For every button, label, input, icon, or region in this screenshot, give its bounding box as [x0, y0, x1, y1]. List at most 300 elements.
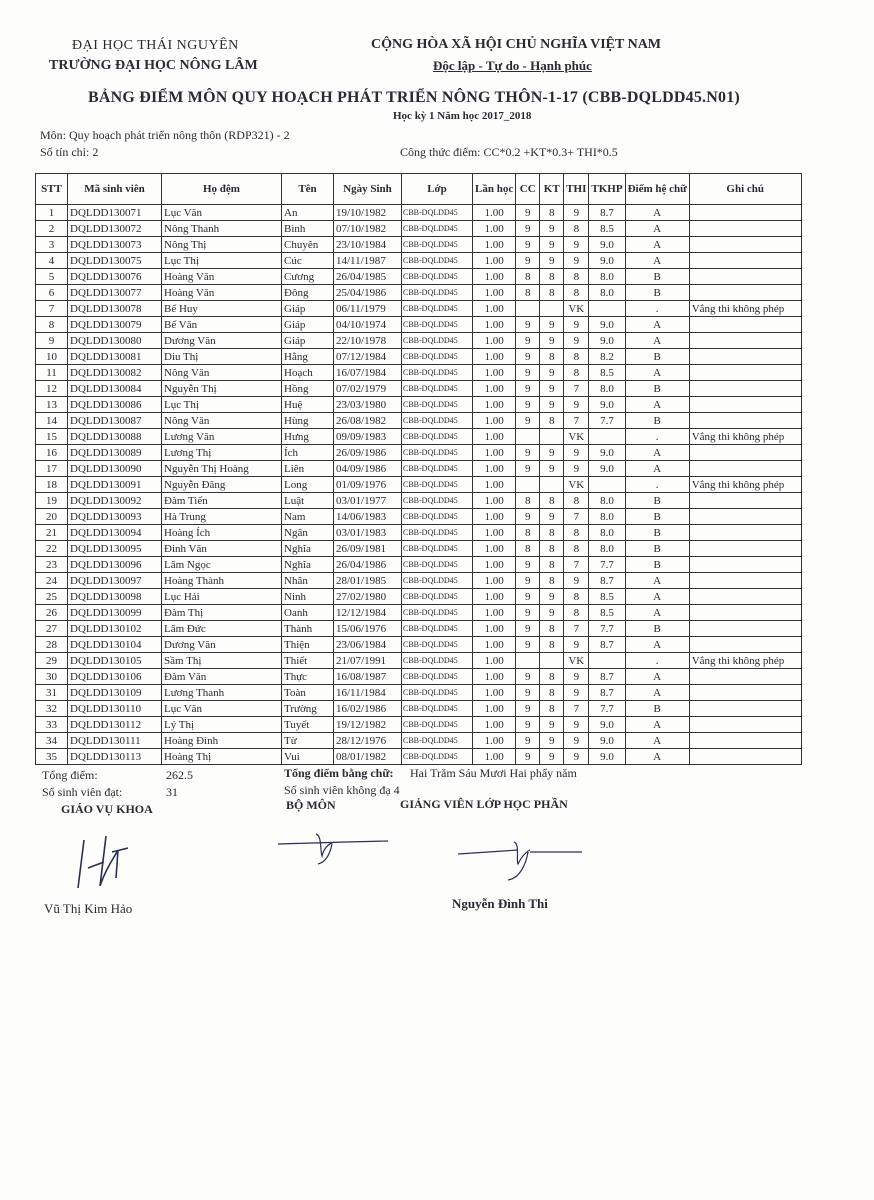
cell-student-id: DQLDD130099	[68, 605, 162, 621]
cell-thi: 7	[564, 381, 589, 397]
cell-letter-grade: A	[625, 397, 689, 413]
cell-middle-name: Nông Văn	[162, 365, 282, 381]
cell-kt: 9	[540, 317, 564, 333]
cell-class: CBB-DQLDD45	[402, 637, 473, 653]
cell-stt: 12	[36, 381, 68, 397]
cell-thi: 7	[564, 413, 589, 429]
cell-cc: 9	[516, 749, 540, 765]
cell-cc: 9	[516, 461, 540, 477]
column-header-birth-date: Ngày Sinh	[334, 174, 402, 205]
cell-stt: 11	[36, 365, 68, 381]
cell-note	[689, 461, 801, 477]
cell-first-name: Bình	[282, 221, 334, 237]
cell-stt: 28	[36, 637, 68, 653]
cell-attempt: 1.00	[473, 477, 516, 493]
cell-first-name: Ngân	[282, 525, 334, 541]
cell-student-id: DQLDD130096	[68, 557, 162, 573]
cell-cc	[516, 429, 540, 445]
cell-stt: 22	[36, 541, 68, 557]
cell-kt: 8	[540, 205, 564, 221]
cell-kt: 9	[540, 605, 564, 621]
cell-thi: 9	[564, 749, 589, 765]
cell-attempt: 1.00	[473, 669, 516, 685]
cell-thi: VK	[564, 429, 589, 445]
dept-signature-title: GIÁO VỤ KHOA	[61, 802, 153, 816]
cell-thi: VK	[564, 301, 589, 317]
cell-stt: 7	[36, 301, 68, 317]
cell-stt: 1	[36, 205, 68, 221]
cell-cc	[516, 477, 540, 493]
cell-middle-name: Sầm Thị	[162, 653, 282, 669]
table-row	[36, 637, 802, 653]
formula-label: Công thức điểm: CC*0.2 +KT*0.3+ THI*0.5	[400, 145, 618, 159]
cell-middle-name: Nông Thị	[162, 237, 282, 253]
cell-thi: 8	[564, 589, 589, 605]
cell-stt: 15	[36, 429, 68, 445]
cell-class: CBB-DQLDD45	[402, 525, 473, 541]
cell-stt: 31	[36, 685, 68, 701]
cell-kt: 9	[540, 381, 564, 397]
cell-student-id: DQLDD130073	[68, 237, 162, 253]
cell-first-name: Đông	[282, 285, 334, 301]
cell-class: CBB-DQLDD45	[402, 365, 473, 381]
cell-student-id: DQLDD130075	[68, 253, 162, 269]
cell-kt	[540, 429, 564, 445]
table-row	[36, 717, 802, 733]
cell-middle-name: Đàm Thị	[162, 605, 282, 621]
lecturer-signature	[456, 834, 586, 884]
cell-kt: 9	[540, 589, 564, 605]
cell-note	[689, 493, 801, 509]
cell-class: CBB-DQLDD45	[402, 221, 473, 237]
cell-attempt: 1.00	[473, 397, 516, 413]
cell-note	[689, 573, 801, 589]
cell-student-id: DQLDD130089	[68, 445, 162, 461]
cell-cc: 9	[516, 573, 540, 589]
cell-cc	[516, 301, 540, 317]
cell-cc: 9	[516, 557, 540, 573]
cell-class: CBB-DQLDD45	[402, 573, 473, 589]
cell-birth-date: 23/06/1984	[334, 637, 402, 653]
cell-letter-grade: A	[625, 205, 689, 221]
course-label: Môn: Quy hoạch phát triển nông thôn (RDP321) - 2	[40, 128, 290, 142]
cell-kt: 8	[540, 621, 564, 637]
cell-letter-grade: A	[625, 717, 689, 733]
cell-thi: 8	[564, 269, 589, 285]
cell-birth-date: 23/03/1980	[334, 397, 402, 413]
column-header-class: Lớp	[402, 174, 473, 205]
cell-letter-grade: A	[625, 317, 689, 333]
cell-stt: 6	[36, 285, 68, 301]
cell-middle-name: Hoàng Văn	[162, 285, 282, 301]
cell-note	[689, 605, 801, 621]
cell-class: CBB-DQLDD45	[402, 701, 473, 717]
cell-note	[689, 381, 801, 397]
cell-tkhp: 9.0	[589, 733, 625, 749]
cell-tkhp: 7.7	[589, 621, 625, 637]
cell-letter-grade: B	[625, 621, 689, 637]
cell-stt: 2	[36, 221, 68, 237]
cell-attempt: 1.00	[473, 573, 516, 589]
cell-stt: 21	[36, 525, 68, 541]
cell-kt: 9	[540, 397, 564, 413]
cell-kt: 8	[540, 493, 564, 509]
cell-tkhp: 8.0	[589, 541, 625, 557]
table-row	[36, 333, 802, 349]
total-in-words-label: Tổng điểm bằng chữ:	[284, 766, 394, 780]
lecturer-signature-title: GIẢNG VIÊN LỚP HỌC PHẦN	[400, 797, 568, 811]
cell-tkhp	[589, 301, 625, 317]
cell-first-name: Tuyết	[282, 717, 334, 733]
cell-stt: 13	[36, 397, 68, 413]
cell-cc: 9	[516, 397, 540, 413]
cell-letter-grade: B	[625, 269, 689, 285]
cell-birth-date: 27/02/1980	[334, 589, 402, 605]
cell-class: CBB-DQLDD45	[402, 493, 473, 509]
cell-first-name: Cương	[282, 269, 334, 285]
cell-class: CBB-DQLDD45	[402, 269, 473, 285]
cell-tkhp: 9.0	[589, 253, 625, 269]
cell-letter-grade: A	[625, 573, 689, 589]
cell-attempt: 1.00	[473, 541, 516, 557]
cell-cc: 9	[516, 717, 540, 733]
cell-student-id: DQLDD130104	[68, 637, 162, 653]
total-score-label: Tổng điểm:	[42, 768, 98, 782]
cell-class: CBB-DQLDD45	[402, 477, 473, 493]
cell-student-id: DQLDD130102	[68, 621, 162, 637]
cell-kt: 9	[540, 749, 564, 765]
cell-attempt: 1.00	[473, 269, 516, 285]
column-header-kt: KT	[540, 174, 564, 205]
cell-stt: 4	[36, 253, 68, 269]
cell-thi: 8	[564, 285, 589, 301]
cell-tkhp: 7.7	[589, 413, 625, 429]
cell-student-id: DQLDD130084	[68, 381, 162, 397]
cell-thi: 7	[564, 509, 589, 525]
cell-first-name: Nghĩa	[282, 557, 334, 573]
cell-attempt: 1.00	[473, 637, 516, 653]
column-header-tkhp: TKHP	[589, 174, 625, 205]
cell-kt: 8	[540, 637, 564, 653]
table-row	[36, 205, 802, 221]
cell-first-name: Giáp	[282, 333, 334, 349]
cell-note	[689, 253, 801, 269]
cell-tkhp: 8.2	[589, 349, 625, 365]
cell-middle-name: Lâm Đức	[162, 621, 282, 637]
cell-attempt: 1.00	[473, 317, 516, 333]
cell-student-id: DQLDD130090	[68, 461, 162, 477]
cell-student-id: DQLDD130076	[68, 269, 162, 285]
cell-first-name: Ninh	[282, 589, 334, 605]
cell-tkhp: 8.7	[589, 573, 625, 589]
cell-class: CBB-DQLDD45	[402, 237, 473, 253]
cell-first-name: Luật	[282, 493, 334, 509]
cell-letter-grade: .	[625, 429, 689, 445]
table-header-row	[36, 174, 802, 205]
cell-letter-grade: B	[625, 541, 689, 557]
table-row	[36, 317, 802, 333]
cell-cc: 9	[516, 701, 540, 717]
cell-thi: 9	[564, 669, 589, 685]
cell-first-name: Giáp	[282, 301, 334, 317]
cell-thi: 9	[564, 637, 589, 653]
cell-note	[689, 445, 801, 461]
cell-cc: 9	[516, 605, 540, 621]
table-row	[36, 301, 802, 317]
cell-middle-name: Đàm Tiến	[162, 493, 282, 509]
cell-middle-name: Hoàng Đình	[162, 733, 282, 749]
cell-middle-name: Bế Huy	[162, 301, 282, 317]
cell-first-name: Hưng	[282, 429, 334, 445]
cell-letter-grade: A	[625, 253, 689, 269]
country-motto: Độc lập - Tự do - Hạnh phúc	[433, 58, 592, 73]
cell-birth-date: 26/09/1981	[334, 541, 402, 557]
cell-stt: 34	[36, 733, 68, 749]
table-row	[36, 365, 802, 381]
cell-tkhp: 8.0	[589, 381, 625, 397]
cell-stt: 17	[36, 461, 68, 477]
table-row	[36, 605, 802, 621]
cell-thi: 9	[564, 717, 589, 733]
cell-thi: 8	[564, 605, 589, 621]
cell-thi: 8	[564, 541, 589, 557]
cell-student-id: DQLDD130072	[68, 221, 162, 237]
table-row	[36, 461, 802, 477]
cell-class: CBB-DQLDD45	[402, 285, 473, 301]
column-header-letter-grade: Điểm hệ chữ	[625, 174, 689, 205]
cell-birth-date: 07/02/1979	[334, 381, 402, 397]
cell-middle-name: Lục Văn	[162, 205, 282, 221]
cell-tkhp: 9.0	[589, 237, 625, 253]
cell-birth-date: 03/01/1977	[334, 493, 402, 509]
cell-note: Vắng thi không phép	[689, 477, 801, 493]
cell-first-name: Toàn	[282, 685, 334, 701]
cell-student-id: DQLDD130105	[68, 653, 162, 669]
cell-stt: 27	[36, 621, 68, 637]
cell-tkhp: 8.7	[589, 205, 625, 221]
column-header-student-id: Mã sinh viên	[68, 174, 162, 205]
cell-middle-name: Lương Thanh	[162, 685, 282, 701]
table-row	[36, 621, 802, 637]
cell-cc: 9	[516, 221, 540, 237]
cell-cc: 8	[516, 493, 540, 509]
cell-cc: 8	[516, 525, 540, 541]
cell-student-id: DQLDD130106	[68, 669, 162, 685]
cell-letter-grade: B	[625, 525, 689, 541]
cell-cc: 9	[516, 509, 540, 525]
cell-thi: 9	[564, 461, 589, 477]
cell-attempt: 1.00	[473, 285, 516, 301]
cell-note	[689, 221, 801, 237]
cell-note	[689, 525, 801, 541]
cell-note	[689, 541, 801, 557]
passed-count-value: 31	[166, 785, 178, 799]
table-body	[36, 205, 802, 765]
cell-note	[689, 269, 801, 285]
cell-class: CBB-DQLDD45	[402, 509, 473, 525]
cell-first-name: Long	[282, 477, 334, 493]
cell-thi: 8	[564, 493, 589, 509]
cell-class: CBB-DQLDD45	[402, 733, 473, 749]
cell-attempt: 1.00	[473, 733, 516, 749]
table-row	[36, 429, 802, 445]
cell-student-id: DQLDD130094	[68, 525, 162, 541]
cell-class: CBB-DQLDD45	[402, 717, 473, 733]
cell-class: CBB-DQLDD45	[402, 317, 473, 333]
cell-class: CBB-DQLDD45	[402, 301, 473, 317]
cell-stt: 8	[36, 317, 68, 333]
cell-student-id: DQLDD130111	[68, 733, 162, 749]
cell-cc: 9	[516, 349, 540, 365]
cell-note	[689, 349, 801, 365]
cell-middle-name: Đinh Văn	[162, 541, 282, 557]
cell-stt: 26	[36, 605, 68, 621]
cell-thi: 9	[564, 333, 589, 349]
cell-class: CBB-DQLDD45	[402, 397, 473, 413]
cell-cc: 9	[516, 669, 540, 685]
cell-cc: 9	[516, 333, 540, 349]
cell-birth-date: 01/09/1976	[334, 477, 402, 493]
cell-birth-date: 07/10/1982	[334, 221, 402, 237]
cell-tkhp	[589, 653, 625, 669]
cell-stt: 23	[36, 557, 68, 573]
cell-letter-grade: A	[625, 733, 689, 749]
cell-thi: 9	[564, 573, 589, 589]
cell-birth-date: 25/04/1986	[334, 285, 402, 301]
cell-first-name: Cúc	[282, 253, 334, 269]
table-row	[36, 221, 802, 237]
cell-kt: 9	[540, 445, 564, 461]
cell-birth-date: 14/06/1983	[334, 509, 402, 525]
cell-note	[689, 669, 801, 685]
cell-middle-name: Lương Văn	[162, 429, 282, 445]
cell-kt: 9	[540, 253, 564, 269]
cell-letter-grade: .	[625, 653, 689, 669]
lecturer-signer-name: Nguyễn Đình Thi	[452, 896, 548, 911]
cell-letter-grade: B	[625, 701, 689, 717]
cell-class: CBB-DQLDD45	[402, 381, 473, 397]
cell-middle-name: Nông Thanh	[162, 221, 282, 237]
total-score-value: 262.5	[166, 768, 193, 782]
cell-kt: 9	[540, 237, 564, 253]
cell-birth-date: 22/10/1978	[334, 333, 402, 349]
cell-student-id: DQLDD130079	[68, 317, 162, 333]
cell-note	[689, 701, 801, 717]
cell-tkhp: 8.7	[589, 669, 625, 685]
cell-thi: 9	[564, 253, 589, 269]
cell-stt: 19	[36, 493, 68, 509]
cell-stt: 16	[36, 445, 68, 461]
cell-cc: 9	[516, 589, 540, 605]
cell-first-name: Liên	[282, 461, 334, 477]
cell-middle-name: Dương Văn	[162, 637, 282, 653]
table-row	[36, 685, 802, 701]
cell-kt: 9	[540, 221, 564, 237]
cell-note	[689, 365, 801, 381]
cell-letter-grade: A	[625, 605, 689, 621]
cell-thi: 8	[564, 349, 589, 365]
cell-middle-name: Lương Thị	[162, 445, 282, 461]
cell-cc: 9	[516, 445, 540, 461]
cell-tkhp: 7.7	[589, 701, 625, 717]
grades-table	[35, 173, 802, 765]
cell-attempt: 1.00	[473, 381, 516, 397]
cell-note	[689, 637, 801, 653]
cell-thi: 9	[564, 397, 589, 413]
cell-kt: 8	[540, 541, 564, 557]
cell-letter-grade: A	[625, 221, 689, 237]
cell-note: Vắng thi không phép	[689, 429, 801, 445]
cell-class: CBB-DQLDD45	[402, 653, 473, 669]
cell-letter-grade: B	[625, 557, 689, 573]
cell-middle-name: Hoàng Ích	[162, 525, 282, 541]
semester-label: Học kỳ 1 Năm học 2017_2018	[393, 110, 532, 122]
dept-signer-name: Vũ Thị Kim Hảo	[44, 901, 133, 916]
cell-class: CBB-DQLDD45	[402, 621, 473, 637]
table-row	[36, 477, 802, 493]
page-title: BẢNG ĐIỂM MÔN QUY HOẠCH PHÁT TRIỂN NÔNG THÔN-1-17 (CBB-DQLDD45.N01)	[88, 89, 740, 106]
cell-middle-name: Nguyễn Thị Hoàng	[162, 461, 282, 477]
university-name: ĐẠI HỌC THÁI NGUYÊN	[72, 38, 239, 53]
cell-cc: 9	[516, 381, 540, 397]
cell-cc: 9	[516, 733, 540, 749]
cell-thi: 9	[564, 317, 589, 333]
column-header-note: Ghi chú	[689, 174, 801, 205]
cell-cc: 8	[516, 285, 540, 301]
cell-thi: 7	[564, 701, 589, 717]
table-row	[36, 269, 802, 285]
cell-stt: 24	[36, 573, 68, 589]
cell-attempt: 1.00	[473, 413, 516, 429]
cell-note	[689, 205, 801, 221]
cell-birth-date: 26/09/1986	[334, 445, 402, 461]
cell-birth-date: 03/01/1983	[334, 525, 402, 541]
cell-student-id: DQLDD130098	[68, 589, 162, 605]
cell-letter-grade: A	[625, 637, 689, 653]
cell-tkhp: 9.0	[589, 333, 625, 349]
cell-kt: 8	[540, 701, 564, 717]
cell-student-id: DQLDD130071	[68, 205, 162, 221]
cell-first-name: Ích	[282, 445, 334, 461]
cell-class: CBB-DQLDD45	[402, 589, 473, 605]
dept-signature	[66, 828, 136, 898]
table-row	[36, 749, 802, 765]
cell-tkhp: 8.7	[589, 685, 625, 701]
table-row	[36, 237, 802, 253]
cell-first-name: Huệ	[282, 397, 334, 413]
cell-attempt: 1.00	[473, 301, 516, 317]
cell-class: CBB-DQLDD45	[402, 333, 473, 349]
cell-letter-grade: B	[625, 413, 689, 429]
cell-kt: 8	[540, 557, 564, 573]
cell-tkhp: 7.7	[589, 557, 625, 573]
cell-letter-grade: A	[625, 237, 689, 253]
cell-birth-date: 07/12/1984	[334, 349, 402, 365]
table-row	[36, 733, 802, 749]
cell-kt: 9	[540, 365, 564, 381]
cell-birth-date: 16/07/1984	[334, 365, 402, 381]
cell-letter-grade: A	[625, 685, 689, 701]
cell-class: CBB-DQLDD45	[402, 749, 473, 765]
cell-tkhp: 8.7	[589, 637, 625, 653]
cell-birth-date: 16/08/1987	[334, 669, 402, 685]
cell-student-id: DQLDD130112	[68, 717, 162, 733]
cell-class: CBB-DQLDD45	[402, 541, 473, 557]
cell-attempt: 1.00	[473, 253, 516, 269]
cell-stt: 30	[36, 669, 68, 685]
cell-birth-date: 16/02/1986	[334, 701, 402, 717]
cell-thi: 7	[564, 557, 589, 573]
